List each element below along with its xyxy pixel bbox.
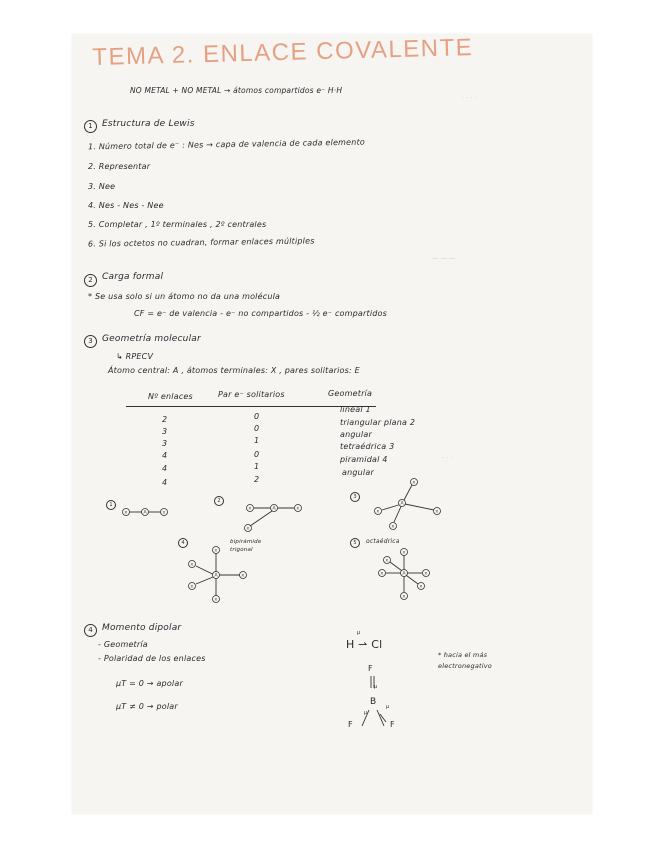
svg-text:x: x	[412, 480, 416, 486]
table-cell: 1	[254, 436, 260, 445]
svg-text:x: x	[296, 506, 300, 512]
table-cell: 2	[162, 415, 168, 424]
octahedral-diagram	[376, 548, 436, 608]
table-cell: lineal 1	[340, 405, 371, 414]
table-cell: 3	[162, 439, 168, 448]
section-heading-geometria: Geometría molecular	[102, 334, 201, 344]
table-cell: angular	[340, 430, 372, 439]
trigonal-bipyramid-diagram	[182, 546, 252, 606]
section-number-4: 4	[84, 624, 97, 637]
svg-text:x: x	[248, 506, 252, 512]
bf3-top-f: F	[368, 664, 373, 673]
hcl-dipole: H ⇀ Cl	[346, 638, 383, 651]
svg-text:x: x	[190, 562, 194, 568]
diagram-label-5: 5	[350, 538, 360, 548]
svg-text:x: x	[190, 584, 194, 590]
svg-text:x: x	[385, 558, 389, 564]
diagram-label-3: 3	[350, 492, 360, 502]
diagram-label-1: 1	[106, 500, 116, 510]
bf3-mu-top: μ	[374, 684, 378, 690]
svg-text:x: x	[214, 597, 218, 603]
lewis-step-4: 4. Nes - Nes - Nee	[88, 201, 164, 210]
polar-rule: μT ≠ 0 → polar	[116, 702, 178, 711]
svg-text:A: A	[214, 573, 218, 579]
bf3-mu-left: μ	[364, 710, 368, 716]
table-cell: 4	[162, 451, 168, 460]
bf3-mu-right: μ	[386, 704, 390, 710]
lewis-step-3: 3. Nee	[88, 182, 116, 191]
section-heading-momento-dipolar: Momento dipolar	[102, 623, 182, 633]
svg-text:A: A	[402, 571, 406, 577]
svg-text:x: x	[402, 550, 406, 556]
bf3-right-f: F	[390, 720, 395, 729]
trigonal-planar-diagram	[244, 496, 314, 536]
svg-text:A: A	[143, 510, 147, 516]
svg-text:x: x	[435, 509, 439, 515]
diagram-label-4: 4	[178, 538, 188, 548]
svg-text:x: x	[391, 524, 395, 530]
table-cell: tetraédrica 3	[340, 442, 395, 451]
rpecv-legend: Átomo central: A , átomos terminales: X , pares solitarios: E	[108, 366, 360, 375]
svg-text:x: x	[419, 584, 423, 590]
bleed-through-text: · · · ·	[462, 94, 477, 102]
section-heading-lewis: Estructura de Lewis	[102, 119, 195, 129]
svg-text:x: x	[402, 594, 406, 600]
table-cell: 2	[254, 475, 260, 484]
svg-text:x: x	[424, 571, 428, 577]
table-cell: 1	[254, 462, 260, 471]
svg-text:A: A	[400, 501, 404, 507]
table-header: Nº enlaces	[148, 392, 193, 401]
diagram-caption-5: octaédrica	[366, 538, 400, 545]
table-cell: 4	[162, 464, 168, 473]
svg-text:x: x	[376, 509, 380, 515]
nonpolar-rule: μT = 0 → apolar	[116, 679, 183, 688]
svg-text:x: x	[246, 526, 250, 532]
svg-text:x: x	[124, 510, 128, 516]
table-header: Par e⁻ solitarios	[218, 390, 285, 399]
dipole-item-geometria: - Geometría	[98, 640, 148, 649]
section-heading-carga-formal: Carga formal	[102, 272, 164, 282]
dipole-item-polaridad: - Polaridad de los enlaces	[98, 654, 206, 663]
section-number-1: 1	[84, 120, 97, 133]
subtitle: NO METAL + NO METAL → átomos compartidos e⁻ H·H	[130, 86, 343, 95]
svg-text:x: x	[241, 573, 245, 579]
table-cell: triangular plana 2	[340, 418, 416, 427]
bleed-through-text: — — —	[432, 254, 456, 262]
lewis-step-2: 2. Representar	[88, 162, 151, 171]
bf3-center-b: B	[370, 697, 377, 707]
table-header: Geometría	[328, 389, 373, 398]
carga-formal-note: * Se usa solo si un átomo no da una molécula	[88, 292, 281, 301]
section-number-2: 2	[84, 274, 97, 287]
table-cell: 4	[162, 478, 168, 487]
table-cell: 0	[254, 450, 260, 459]
lewis-step-5: 5. Completar , 1º terminales , 2º centrales	[88, 220, 267, 229]
table-cell: 3	[162, 427, 168, 436]
electronegativity-note: * hacia el más electronegativo	[438, 651, 492, 670]
svg-text:x: x	[214, 548, 218, 554]
bleed-through-text: · · ·	[442, 454, 453, 462]
rpecv-label: ↳ RPECV	[116, 352, 154, 361]
mu-label: μ	[357, 630, 361, 636]
diagram-label-2: 2	[214, 496, 224, 506]
table-header-rule	[126, 406, 376, 407]
table-cell: angular	[342, 468, 374, 477]
page-title: TEMA 2. ENLACE COVALENTE	[92, 34, 474, 71]
carga-formal-formula: CF = e⁻ de valencia - e⁻ no compartidos - ½ e⁻ compartidos	[134, 309, 388, 318]
table-cell: 0	[254, 412, 260, 421]
section-number-3: 3	[84, 335, 97, 348]
lewis-step-1: 1. Número total de e⁻ : Nes → capa de valencia de cada elemento	[87, 137, 366, 152]
lewis-step-6: 6. Si los octetos no cuadran, formar enlaces múltiples	[87, 236, 315, 249]
diagram-caption-4: bipirámide trigonal	[230, 539, 262, 553]
tetrahedral-diagram	[372, 476, 452, 536]
table-cell: 0	[254, 424, 260, 433]
svg-text:A: A	[272, 506, 276, 512]
svg-text:x: x	[162, 510, 166, 516]
svg-text:x: x	[380, 571, 384, 577]
notebook-page	[72, 34, 592, 814]
linear-molecule-diagram	[120, 502, 180, 522]
bf3-left-f: F	[348, 720, 353, 729]
table-cell: piramidal 4	[340, 455, 388, 464]
